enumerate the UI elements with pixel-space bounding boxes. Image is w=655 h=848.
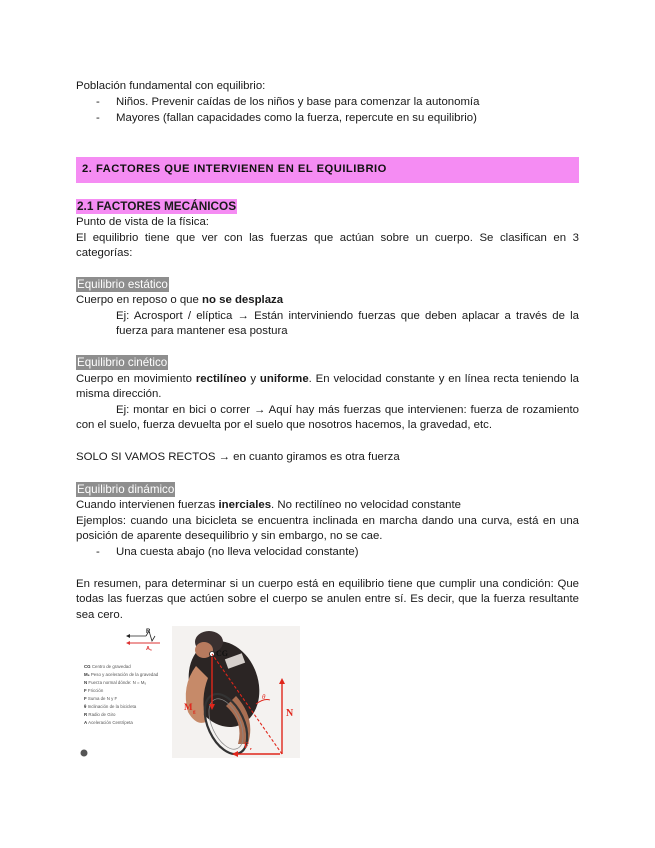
legend-text: Peso y aceleración de la gravedad: [90, 672, 159, 677]
legend-row: [84, 720, 133, 725]
legend-symbol: R: [84, 712, 88, 717]
legend-text: Inclinación de la bicicleta: [87, 704, 137, 709]
cyclist-diagram: [76, 626, 300, 758]
static-line-bold: no se desplaza: [202, 294, 284, 306]
legend-text: Radio de Giro: [88, 712, 116, 717]
legend-row: [84, 712, 116, 717]
centripetal-label: A꜀: [146, 646, 152, 652]
dynamic-text-c: . No rectilíneo no velocidad constante: [271, 499, 462, 511]
theta-label: θ: [262, 693, 266, 701]
legend-row: [84, 688, 103, 693]
static-equilibrium-heading: Equilibrio estático: [77, 278, 168, 291]
kinetic-text-e: . En velocidad constante y en línea recta teniendo la misma dirección.: [76, 373, 579, 401]
bullet-dash: -: [96, 112, 100, 124]
cyclist-forces-figure: [76, 626, 300, 758]
legend-text: Fuerza normal dónde: N = M₉: [88, 680, 147, 685]
bullet-text: Mayores (fallan capacidades como la fuerza, repercute en su equilibrio): [116, 112, 477, 124]
legend-row: [84, 664, 131, 669]
intro-line: Población fundamental con equilibrio:: [76, 80, 266, 92]
legend-text: Suma de N y F: [87, 696, 118, 701]
friction-label: F: [244, 741, 249, 750]
legend-symbol: F: [84, 688, 87, 693]
legend-symbol: CG: [84, 664, 91, 669]
legend-symbol: N: [84, 680, 88, 685]
friction-subscript: r: [250, 746, 252, 751]
bullet-dash: -: [96, 546, 100, 558]
kinetic-text-c: y: [246, 373, 260, 385]
cyclist-photo: [172, 626, 300, 758]
static-equilibrium-example: Ej: Acrosport / elíptica → Están interviniendo fuerzas que deben aplacar a través de la fuerza para mantener esa postura: [116, 310, 579, 338]
static-equilibrium-line: [76, 293, 579, 308]
normal-label: N: [286, 708, 294, 719]
dynamic-equilibrium-examples: Ejemplos: cuando una bicicleta se encuentra inclinada en marcha dando una curva, está en una posición de aparente desequilibrio y sin embargo, no se cae.: [76, 515, 579, 543]
cg-label: CG: [216, 649, 228, 658]
section-2-banner: [76, 157, 579, 183]
legend-row: [84, 696, 117, 701]
subsection-2-1-title: 2.1 FACTORES MECÁNICOS: [77, 199, 237, 213]
categories-paragraph: El equilibrio tiene que ver con las fuerzas que actúan sobre un cuerpo. Se clasifican en 3 categorías:: [76, 232, 579, 260]
legend-symbol: A: [84, 720, 88, 725]
legend-text: Centro de gravedad: [91, 664, 131, 669]
dynamic-equilibrium-heading: Equilibrio dinámico: [77, 483, 175, 496]
kinetic-bold-uniforme: uniforme: [259, 373, 309, 385]
mg-subscript: g: [193, 710, 196, 715]
physics-viewpoint-line: Punto de vista de la física:: [76, 216, 209, 228]
summary-paragraph: En resumen, para determinar si un cuerpo está en equilibrio tiene que cumplir una condición: Que todas las fuerzas que actúen sobre el cuerpo se anulen entre sí. Es decir, que la fuerza resultante sea cero.: [76, 578, 579, 621]
legend-row: [84, 672, 158, 677]
section-2-title: 2. FACTORES QUE INTERVIENEN EN EL EQUILIBRIO: [82, 163, 387, 175]
mg-label: M: [184, 702, 193, 712]
straight-only-note: SOLO SI VAMOS RECTOS → en cuanto giramos es otra fuerza: [76, 451, 400, 463]
kinetic-bold-rectilineo: rectilíneo: [195, 373, 247, 385]
dynamic-text-a: Cuando intervienen fuerzas: [76, 499, 219, 511]
legend-text: Fricción: [87, 688, 104, 693]
static-line-text: Cuerpo en reposo o que: [76, 294, 203, 306]
kinetic-equilibrium-heading: Equilibrio cinético: [77, 356, 168, 369]
kinetic-text-a: Cuerpo en movimiento: [76, 373, 196, 385]
figure-logo-icon: [81, 750, 88, 757]
radius-label: R: [146, 629, 151, 635]
legend-text: Aceleración Centrípeta: [88, 720, 133, 725]
bullet-text: Una cuesta abajo (no lleva velocidad constante): [116, 546, 359, 558]
kinetic-equilibrium-paragraph: [76, 372, 579, 403]
legend-symbol: θ: [84, 704, 87, 709]
legend-symbol: M₉: [84, 672, 90, 677]
legend-row: [84, 704, 136, 709]
dynamic-bold-inerciales: inerciales: [218, 499, 272, 511]
bullet-dash: -: [96, 96, 100, 108]
legend-row: [84, 680, 146, 685]
legend-symbol: F: [84, 696, 87, 701]
kinetic-equilibrium-example: Ej: montar en bici o correr → Aquí hay más fuerzas que intervienen: fuerza de rozamiento con el suelo, fuerza devuelta por el suelo que nosotros hacemos, la gravedad, etc.: [76, 404, 579, 432]
dynamic-equilibrium-line: [76, 498, 579, 513]
bullet-text: Niños. Prevenir caídas de los niños y base para comenzar la autonomía: [116, 96, 480, 108]
